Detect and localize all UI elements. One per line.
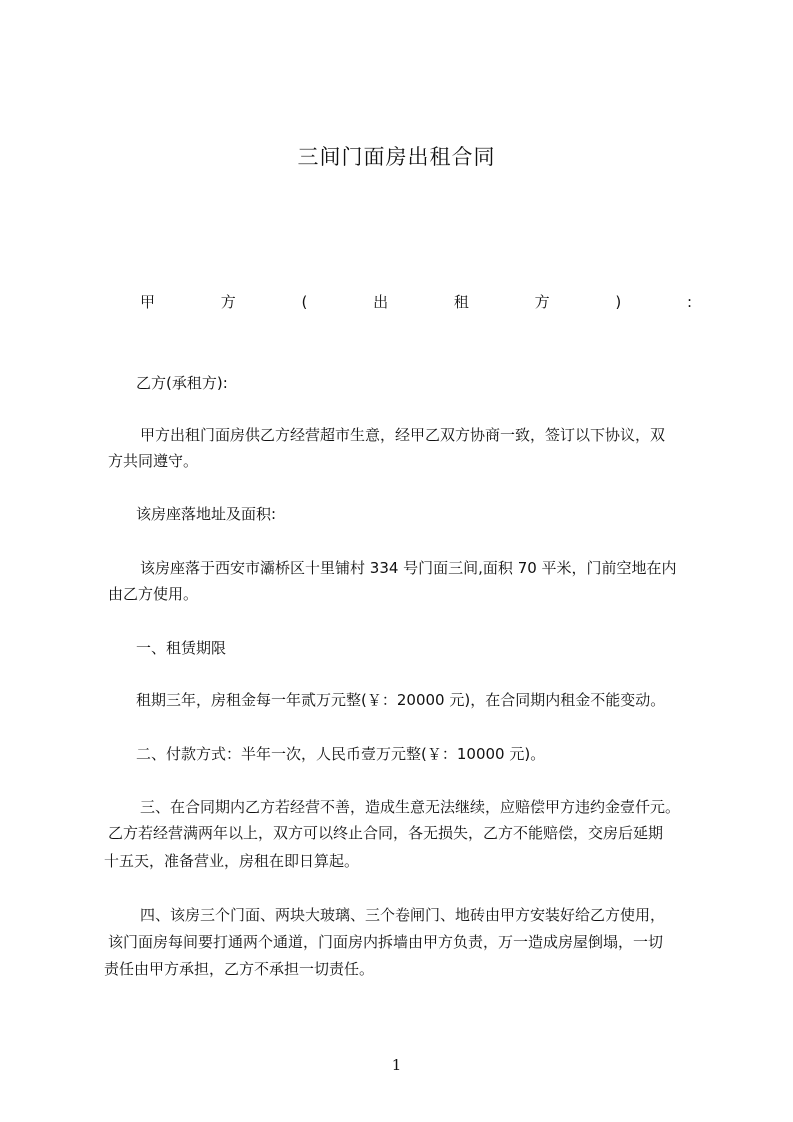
section-body: 三、在合同期内乙方若经营不善，造成生意无法继续，应赔偿甲方违约金壹仟元。 (140, 798, 681, 816)
party-a-char: ( (301, 293, 308, 311)
party-a-char: ) (615, 293, 622, 311)
intro-line: 方共同遵守。 (108, 452, 199, 470)
party-a-char: 甲 (140, 293, 156, 311)
location-line: 该房座落于西安市灞桥区十里铺村 334 号门面三间,面积 70 平米，门前空地在内 (140, 559, 677, 577)
party-a-char: 出 (373, 293, 389, 311)
section-body: 乙方若经营满两年以上，双方可以终止合同，各无损失，乙方不能赔偿，交房后延期 (108, 824, 664, 842)
section-body: 该门面房每间要打通两个通道，门面房内拆墙由甲方负责，万一造成房屋倒塌，一切 (108, 933, 664, 951)
intro-line: 甲方出租门面房供乙方经营超市生意，经甲乙双方协商一致，签订以下协议，双 (140, 426, 666, 444)
section-body: 四、该房三个门面、两块大玻璃、三个卷闸门、地砖由甲方安装好给乙方使用， (140, 906, 666, 924)
section-body: 责任由甲方承担，乙方不承担一切责任。 (104, 960, 375, 978)
section-body: 租期三年，房租金每一年贰万元整(￥：20000 元)，在合同期内租金不能变动。 (136, 691, 666, 709)
location-heading: 该房座落地址及面积: (136, 505, 277, 523)
section-heading: 一、租赁期限 (136, 639, 227, 657)
location-line: 由乙方使用。 (108, 585, 199, 603)
party-a-char: 租 (453, 293, 469, 311)
party-a-line (140, 290, 692, 314)
party-b-line: 乙方(承租方): (136, 374, 228, 392)
section-body: 十五天，准备营业，房租在即日算起。 (104, 852, 360, 870)
party-a-char: : (686, 293, 692, 311)
party-a-char: 方 (534, 293, 550, 311)
page-number: 1 (391, 1056, 402, 1074)
party-a-char: 方 (220, 293, 236, 311)
document-title: 三间门面房出租合同 (297, 145, 496, 169)
section-body: 二、付款方式：半年一次，人民币壹万元整(￥：10000 元)。 (136, 745, 546, 763)
